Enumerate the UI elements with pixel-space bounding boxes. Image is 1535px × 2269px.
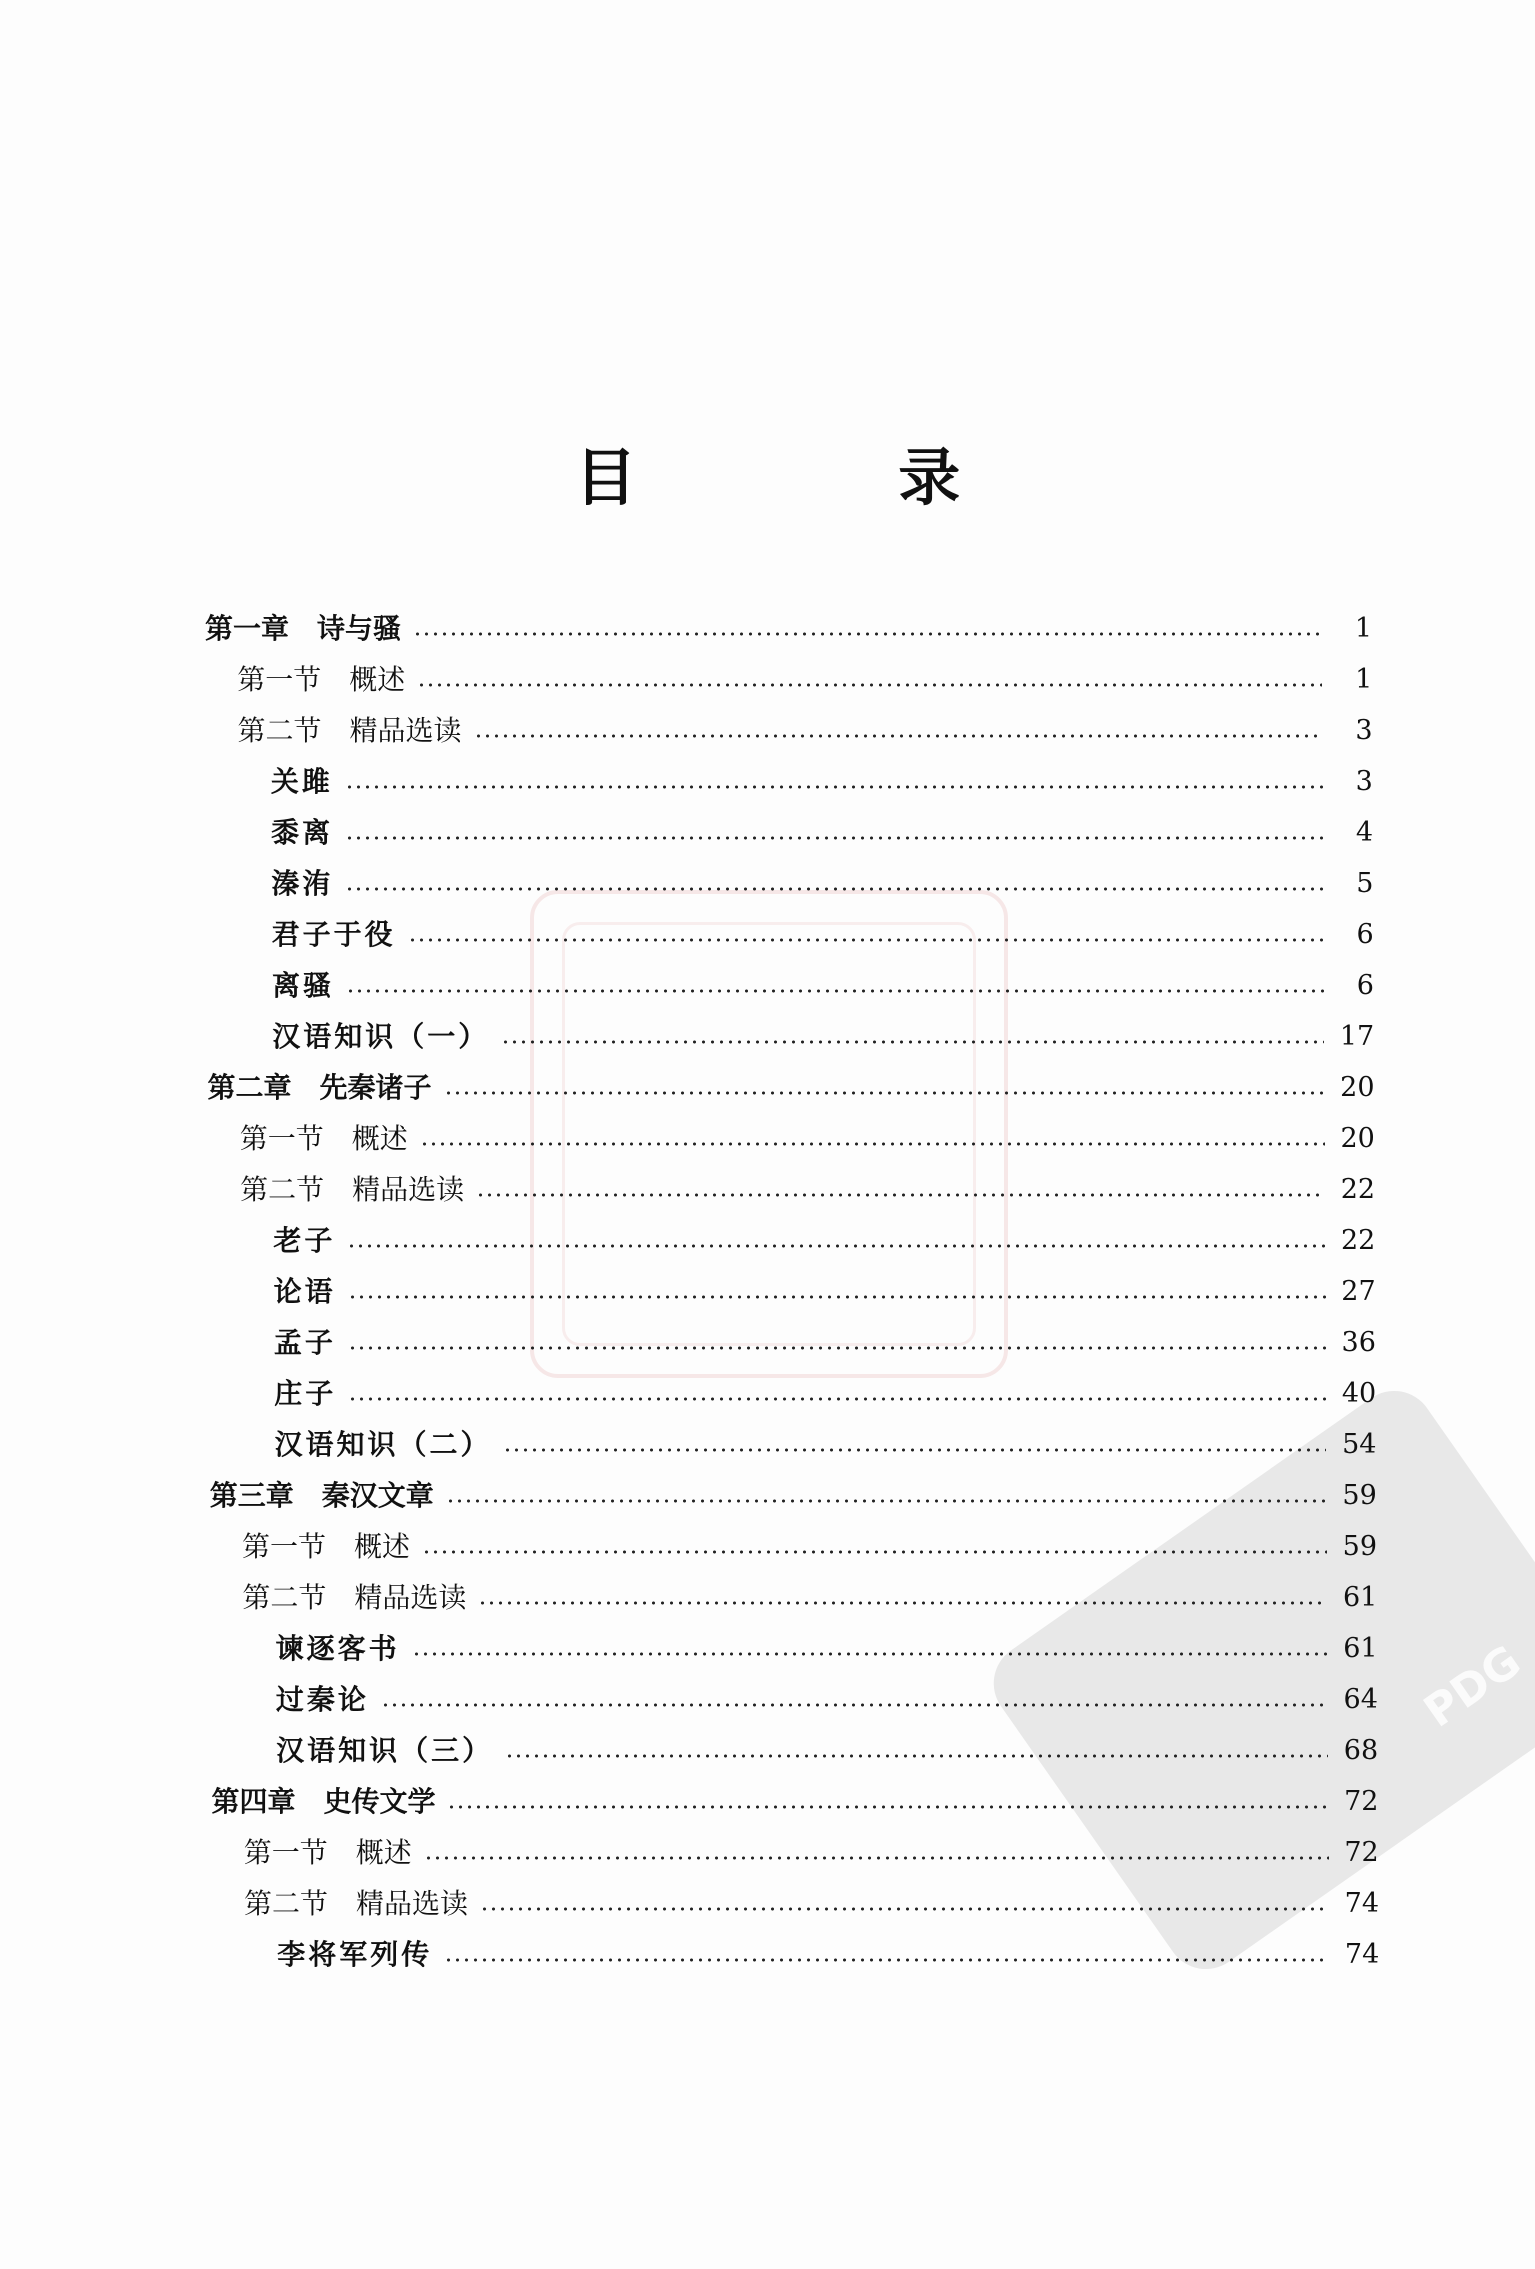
toc-entry-label: 黍离 [271, 816, 334, 849]
toc-entry-page: 22 [1341, 1225, 1376, 1256]
toc-entry-page: 6 [1356, 970, 1374, 1001]
dot-leader [417, 683, 1322, 687]
toc-entry [244, 1828, 1379, 1878]
dot-leader [346, 989, 1324, 993]
toc-entry-label: 第二节 精品选读 [237, 714, 462, 747]
toc-entry [276, 1675, 1378, 1725]
toc-entry-page: 74 [1344, 1888, 1379, 1919]
dot-leader [345, 887, 1323, 891]
toc-entry [238, 706, 1373, 756]
toc-entry-page: 1 [1355, 664, 1373, 695]
toc-entry-label: 庄子 [274, 1377, 337, 1410]
toc-entry-page: 74 [1344, 1939, 1380, 1970]
dot-leader [478, 1601, 1327, 1605]
dot-leader [345, 785, 1323, 789]
toc-entry-page: 59 [1342, 1480, 1377, 1511]
dot-leader [480, 1907, 1329, 1911]
toc-entry-label: 过秦论 [275, 1683, 369, 1716]
toc-entry-label: 李将军列传 [277, 1938, 433, 1971]
toc-entry [240, 1114, 1375, 1164]
toc-entry-page: 22 [1340, 1174, 1376, 1205]
toc-entry-page: 72 [1344, 1837, 1379, 1868]
dot-leader [444, 1958, 1329, 1962]
toc-entry [274, 1369, 1376, 1419]
toc-entry-page: 5 [1356, 868, 1374, 899]
dot-leader [447, 1805, 1328, 1809]
toc-entry-page: 61 [1343, 1633, 1378, 1664]
toc-entry [272, 961, 1374, 1011]
toc-entry-label: 汉语知识（三） [276, 1734, 494, 1767]
toc-entry-page: 36 [1341, 1327, 1376, 1358]
toc-entry-page: 64 [1343, 1684, 1378, 1715]
toc-entry-label: 汉语知识（二） [274, 1428, 492, 1461]
dot-leader [348, 1295, 1326, 1299]
dot-leader [348, 1397, 1326, 1401]
dot-leader [348, 1346, 1326, 1350]
toc-entry [273, 1216, 1375, 1266]
toc-entry-label: 第一章 诗与骚 [205, 612, 402, 645]
toc-entry [271, 859, 1373, 909]
dot-leader [420, 1142, 1325, 1146]
toc-entry-label: 第一节 概述 [239, 1122, 408, 1155]
page-title: 目 录 [574, 441, 1081, 514]
toc-entry-label: 第一节 概述 [243, 1836, 412, 1869]
toc-entry [208, 1063, 1375, 1113]
toc-entry [274, 1318, 1376, 1368]
toc-entry [242, 1522, 1377, 1572]
toc-entry-label: 第一节 概述 [242, 1530, 411, 1563]
dot-leader [444, 1091, 1325, 1095]
toc-entry [210, 1471, 1377, 1521]
toc-entry-page: 27 [1341, 1276, 1376, 1307]
toc-entry-label: 第二节 精品选读 [242, 1581, 467, 1614]
toc-entry-label: 谏逐客书 [275, 1632, 400, 1665]
toc-entry-page: 72 [1344, 1786, 1379, 1817]
toc-entry [276, 1624, 1378, 1674]
toc-entry [244, 1879, 1379, 1929]
dot-leader [413, 632, 1322, 636]
dot-leader [381, 1703, 1328, 1707]
toc-entry-label: 离骚 [271, 969, 334, 1002]
toc-entry-page: 54 [1342, 1429, 1377, 1460]
dot-leader [408, 938, 1324, 942]
toc-entry [272, 910, 1374, 960]
dot-leader [474, 734, 1323, 738]
toc-entry-label: 老子 [273, 1224, 336, 1257]
toc-entry-label: 论语 [273, 1275, 336, 1308]
toc-entry [211, 1777, 1378, 1827]
toc-entry-page: 40 [1341, 1378, 1377, 1409]
toc-entry [271, 757, 1373, 807]
toc-entry-label: 溱洧 [271, 867, 334, 900]
toc-entry-page: 20 [1340, 1123, 1375, 1154]
pdg-stamp-text: PDG [1415, 1635, 1531, 1738]
dot-leader [422, 1550, 1327, 1554]
toc-entry-page: 1 [1354, 613, 1372, 644]
toc-entry [276, 1726, 1378, 1776]
dot-leader [503, 1448, 1326, 1452]
toc-entry-page: 3 [1355, 715, 1373, 746]
toc-entry-page: 6 [1356, 919, 1374, 950]
toc-entry [205, 604, 1372, 654]
toc-entry-page: 61 [1342, 1582, 1378, 1613]
dot-leader [345, 836, 1323, 840]
toc-entry [277, 1930, 1379, 1980]
toc-entry [271, 808, 1373, 858]
toc-entry-label: 汉语知识（一） [272, 1020, 490, 1053]
toc-entry [272, 1012, 1374, 1062]
toc-entry-page: 59 [1342, 1531, 1378, 1562]
toc-entry-label: 第二章 先秦诸子 [207, 1071, 432, 1104]
toc-entry-page: 68 [1343, 1735, 1379, 1766]
toc-entry-label: 第一节 概述 [237, 663, 406, 696]
toc-entry-label: 第三章 秦汉文章 [209, 1479, 434, 1512]
toc-entry-page: 3 [1355, 766, 1373, 797]
toc-entry-page: 17 [1339, 1021, 1375, 1052]
dot-leader [347, 1244, 1325, 1248]
toc-entry [274, 1420, 1376, 1470]
dot-leader [446, 1499, 1327, 1503]
toc-entry-page: 20 [1340, 1072, 1375, 1103]
toc-entry-label: 第二节 精品选读 [244, 1887, 469, 1920]
dot-leader [424, 1856, 1329, 1860]
toc-entry [274, 1267, 1376, 1317]
toc-entry [237, 655, 1372, 705]
dot-leader [476, 1193, 1325, 1197]
toc-entry-label: 第四章 史传文学 [211, 1785, 436, 1818]
toc-entry-label: 第二节 精品选读 [240, 1173, 465, 1206]
toc-entry-label: 孟子 [273, 1326, 336, 1359]
toc-entry-label: 君子于役 [271, 918, 396, 951]
toc-entry-page: 4 [1355, 817, 1374, 848]
dot-leader [501, 1040, 1324, 1044]
dot-leader [412, 1652, 1328, 1656]
dot-leader [505, 1754, 1328, 1758]
toc-entry [240, 1165, 1375, 1215]
toc-entry-label: 关雎 [270, 765, 333, 798]
toc-entry [242, 1573, 1377, 1623]
